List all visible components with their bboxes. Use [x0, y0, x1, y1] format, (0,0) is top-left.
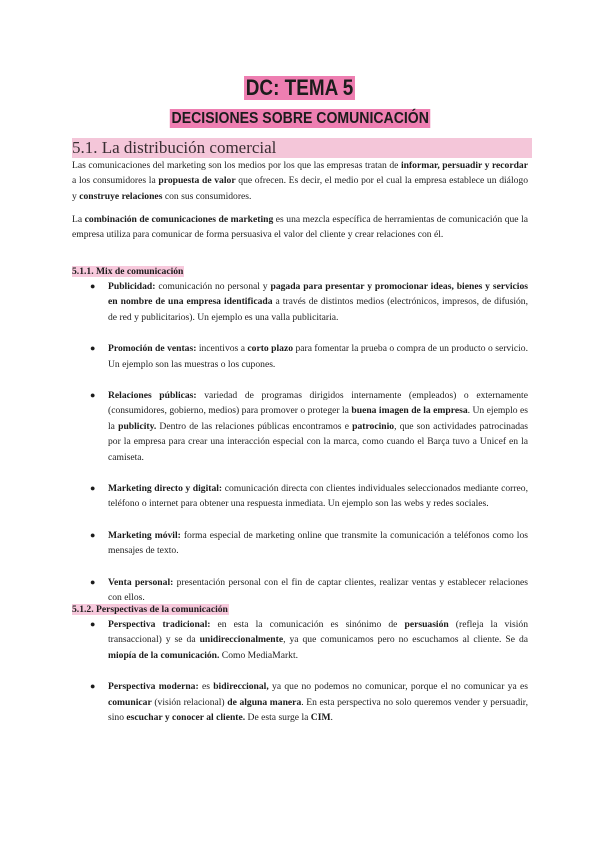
bold-run: de alguna manera	[227, 696, 302, 708]
bold-run: Perspectiva tradicional:	[108, 619, 211, 630]
bold-run: Relaciones públicas:	[108, 390, 197, 402]
bullet-icon: ●	[90, 619, 96, 629]
text-run: , que son actividades patrocinadas por la empresa para crear una interacción especial con la marca, como cuando el Barça tuvo a Unicef en la camiseta.	[108, 420, 528, 463]
combination-paragraph	[72, 212, 528, 243]
text-run: es	[198, 681, 214, 693]
text-run: . En esta perspectiva no solo queremos vender y persuadir, sino	[108, 696, 529, 724]
text-run: La	[72, 214, 85, 225]
bold-run: Publicidad:	[108, 281, 156, 292]
text-run: que ofrecen. Es decir, el medio por el cual la empresa establece un diálogo y	[72, 175, 528, 202]
text-run: a través de distintos medios (electrónicos, impresos, de difusión, de red y publicitarios). Un ejemplo es una valla publicitaria.	[108, 296, 529, 323]
text-run: para fomentar la prueba o compra de un producto o servicio. Un ejemplo son las muestras o los cupones.	[108, 343, 528, 370]
bullet-icon: ●	[90, 681, 96, 692]
text-run: forma especial de marketing online que transmite la comunicación a teléfonos como los mensajes de texto.	[108, 529, 528, 557]
section-heading-text: 5.1. La distribución comercial	[72, 138, 277, 157]
list-item	[90, 388, 528, 465]
bold-run: CIM	[310, 712, 331, 724]
intro-paragraph	[72, 158, 528, 204]
text-run: Dentro de las relaciones públicas encontramos e	[156, 420, 353, 432]
bold-run: propuesta de valor	[158, 175, 236, 187]
bold-run: Perspectiva moderna:	[108, 681, 199, 693]
subsection-heading-5-1-2	[72, 603, 229, 617]
text-run: con sus consumidores.	[162, 190, 252, 202]
text-run: comunicación no personal y	[155, 281, 271, 292]
bold-run: Promoción de ventas:	[108, 343, 197, 355]
bullet-icon: ●	[90, 529, 96, 540]
bullet-icon: ●	[90, 281, 96, 291]
bold-run: construye relaciones	[79, 190, 163, 202]
text-run: variedad de programas dirigidos internamente (empleados) o externamente (consumidores, gobierno, medios) para promover o proteger la	[108, 390, 528, 417]
bullet-icon: ●	[90, 483, 96, 494]
bold-run: buena imagen de la empresa	[351, 405, 468, 417]
text-run: De esta surge la	[245, 712, 311, 724]
bullet-icon: ●	[90, 576, 96, 587]
text-run: (refleja la visión transaccional) y se da	[108, 619, 529, 646]
bold-run: escuchar y conocer al cliente.	[126, 712, 246, 724]
perspectives-list	[90, 617, 528, 725]
text-run: , ya que comunicamos pero no escuchamos al cliente. Se da	[283, 634, 528, 646]
bold-run: informar, persuadir y recordar	[400, 160, 528, 171]
text-run: incentivos a	[196, 343, 248, 355]
text-run: Como MediaMarkt.	[219, 649, 299, 661]
bold-run: miopía de la comunicación.	[108, 649, 220, 661]
bold-run: Marketing móvil:	[108, 529, 181, 541]
bold-run: corto plazo	[247, 343, 294, 355]
bullet-icon: ●	[90, 390, 96, 401]
subsection-heading-text: 5.1.1. Mix de comunicación	[72, 266, 184, 277]
list-item	[90, 679, 528, 725]
section-heading-5-1	[72, 138, 532, 158]
bold-run: bidireccional,	[213, 681, 269, 693]
text-run: a los consumidores la	[72, 175, 159, 187]
bold-run: combinación de comunicaciones de marketing	[84, 214, 274, 225]
list-item	[90, 617, 528, 663]
text-run: .	[330, 712, 333, 724]
list-item	[90, 575, 528, 606]
document-title: DC: TEMA 5	[246, 75, 354, 100]
list-item	[90, 341, 528, 372]
text-run: . Un ejemplo es la	[108, 405, 529, 432]
list-item	[90, 279, 528, 325]
bold-run: publicity.	[118, 420, 157, 432]
subtitle-container	[0, 109, 600, 128]
text-run: (visión relacional)	[151, 696, 228, 708]
text-run: es una mezcla específica de herramientas de comunicación que la empresa utiliza para comunicar de forma persuasiva el valor del cliente y crear relaciones con él.	[72, 214, 528, 241]
text-run: comunicación directa con clientes individuales seleccionados mediante correo, teléfono o internet para obtener una respuesta inmediata. Un ejemplo son las webs y redes sociales.	[108, 483, 528, 510]
text-run: en esta la comunicación es sinónimo de	[210, 619, 405, 630]
bold-run: comunicar	[108, 696, 152, 708]
title-container	[0, 76, 600, 100]
list-item	[90, 481, 528, 512]
text-run: ya que no podemos no comunicar, porque el no comunicar ya es	[268, 681, 528, 693]
document-subtitle: DECISIONES SOBRE COMUNICACIÓN	[171, 110, 429, 127]
text-run: presentación personal con el fin de captar clientes, realizar ventas y establecer relaciones con ellos.	[108, 576, 529, 604]
bold-run: persuasión	[404, 619, 449, 630]
bold-run: unidireccionalmente	[199, 634, 284, 646]
text-run: Las comunicaciones del marketing son los medios por los que las empresas tratan de	[72, 160, 401, 171]
mix-list	[90, 279, 528, 606]
subsection-heading-5-1-1	[72, 265, 184, 279]
bold-run: pagada para presentar y promocionar ideas, bienes y servicios en nombre de una empresa identificada	[108, 281, 528, 308]
bullet-icon: ●	[90, 343, 96, 354]
list-item	[90, 528, 528, 559]
subsection-heading-text: 5.1.2. Perspectivas de la comunicación	[72, 604, 228, 615]
bold-run: patrocinio	[352, 420, 395, 432]
bold-run: Marketing directo y digital:	[108, 483, 223, 495]
bold-run: Venta personal:	[108, 576, 174, 588]
